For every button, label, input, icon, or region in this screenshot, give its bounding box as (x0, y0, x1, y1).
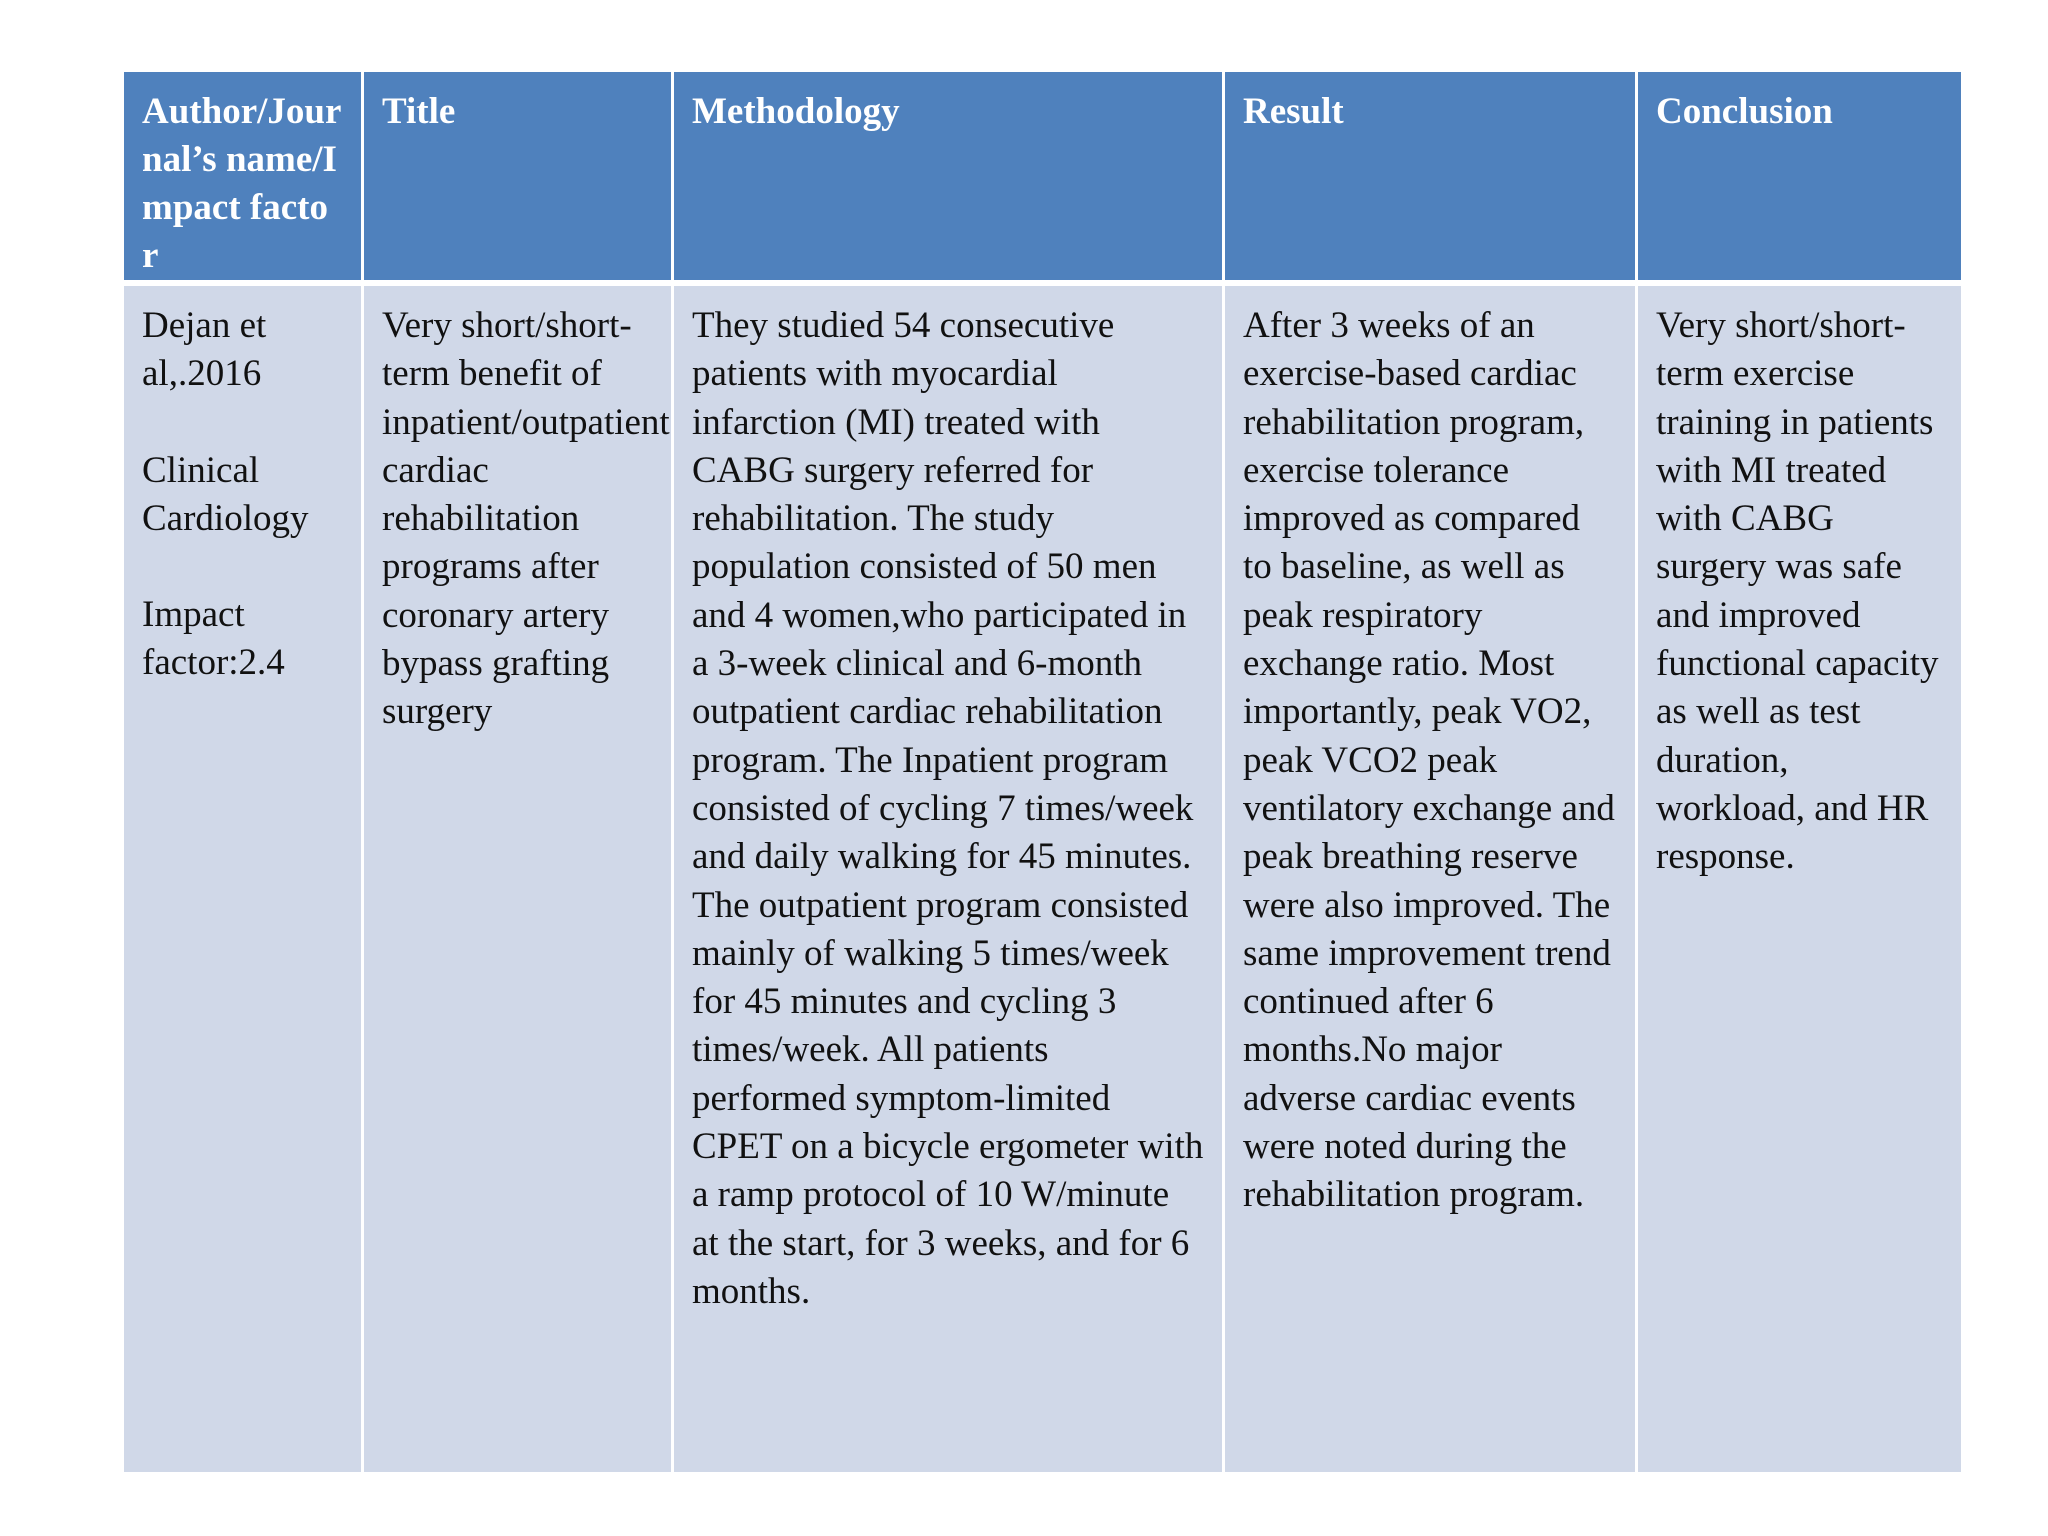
header-author-journal-impact: Author/Journal’s name/Impact factor (123, 71, 363, 284)
header-result: Result (1224, 71, 1637, 284)
methodology-text: They studied 54 consecutive patients with myocardial infarction (MI) treated with CABG surgery referred for rehabilitation. The study population consisted of 50 men and 4 women,who participated in a 3-week clinical and 6-month outpatient cardiac rehabilitation program. The Inpatient program consisted of cycling 7 times/week and daily walking for 45 minutes. The outpatient program consisted mainly of walking 5 times/week for 45 minutes and cycling 3 times/week. All patients performed symptom-limited CPET on a bicycle ergometer with a ramp protocol of 10 W/minute at the start, for 3 weeks, and for 6 months. (692, 305, 1204, 1312)
table-row (123, 283, 1963, 1474)
header-conclusion: Conclusion (1637, 71, 1963, 284)
cell-conclusion (1637, 283, 1963, 1474)
cell-title (363, 283, 673, 1474)
table-header (123, 71, 1963, 284)
author-citation: Dejan et al,.2016 (142, 305, 267, 395)
header-methodology: Methodology (673, 71, 1224, 284)
header-row (123, 71, 1963, 284)
conclusion-text: Very short/short-term exercise training in patients with MI treated with CABG surgery was safe and improved functional capacity as well as test duration, workload, and HR response. (1656, 305, 1939, 878)
table-body (123, 283, 1963, 1474)
header-title: Title (363, 71, 673, 284)
cell-methodology (673, 283, 1224, 1474)
impact-factor: Impact factor:2.4 (142, 594, 285, 684)
study-title: Very short/short-term benefit of inpatient/outpatient cardiac rehabilitation programs after coronary artery bypass grafting surgery (382, 305, 670, 733)
literature-review-table (121, 69, 1964, 1475)
cell-author (123, 283, 363, 1474)
result-text: After 3 weeks of an exercise-based cardiac rehabilitation program, exercise tolerance improved as compared to baseline, as well as peak respiratory exchange ratio. Most importantly, peak VO2, peak VCO2 peak ventilatory exchange and peak breathing reserve were also improved. The same improvement trend continued after 6 months.No major adverse cardiac events were noted during the rehabilitation program. (1243, 305, 1615, 1216)
cell-result (1224, 283, 1637, 1474)
journal-name: Clinical Cardiology (142, 449, 309, 539)
